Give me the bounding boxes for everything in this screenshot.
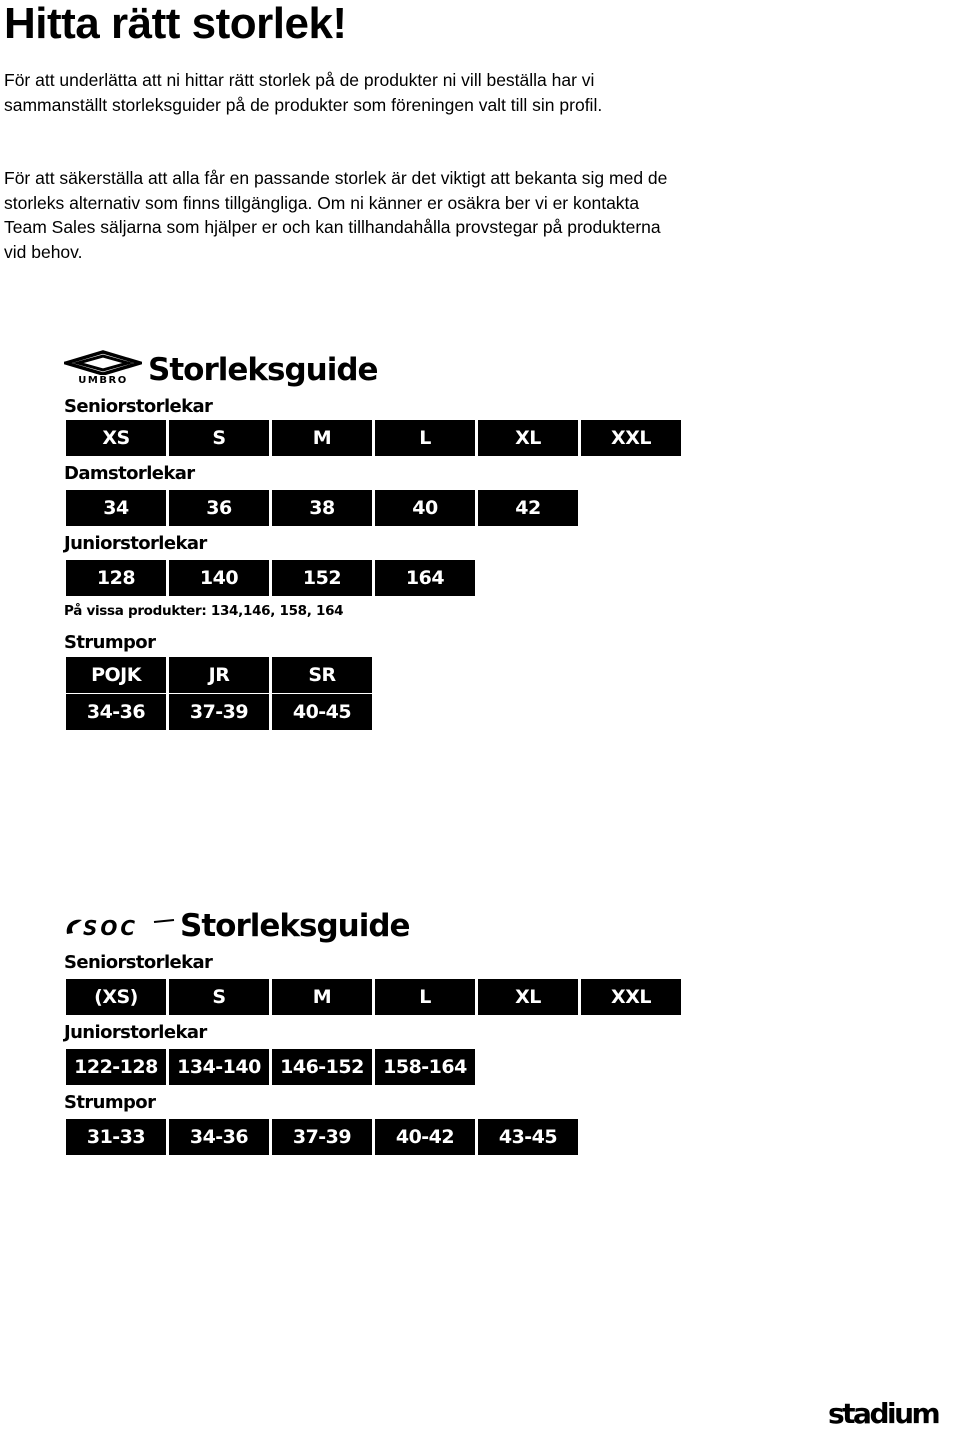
size-cell: 31-33 (66, 1119, 166, 1155)
size-cell: 128 (66, 560, 166, 596)
size-cell: 43-45 (478, 1119, 578, 1155)
soc-guide-header (64, 906, 694, 952)
size-cell: 122-128 (66, 1049, 166, 1085)
size-cell: S (169, 979, 269, 1015)
umbro-socks-header-row (66, 657, 694, 693)
size-cell: XXL (581, 420, 681, 456)
size-cell: 146-152 (272, 1049, 372, 1085)
size-cell: 34-36 (66, 694, 166, 730)
umbro-guide-title: Storleksguide (148, 352, 378, 388)
umbro-senior-row (66, 420, 694, 456)
umbro-guide-header (64, 350, 694, 396)
size-cell: (XS) (66, 979, 166, 1015)
size-cell: 34-36 (169, 1119, 269, 1155)
umbro-socks-size-row (66, 694, 694, 730)
size-cell: M (272, 420, 372, 456)
size-cell: 37-39 (169, 694, 269, 730)
soc-junior-row (66, 1049, 694, 1085)
size-cell: XS (66, 420, 166, 456)
umbro-logo-icon (64, 350, 142, 384)
size-cell: 34 (66, 490, 166, 526)
socks-header-cell: POJK (66, 657, 166, 693)
soc-guide-title: Storleksguide (180, 908, 410, 944)
size-cell: XXL (581, 979, 681, 1015)
socks-header-cell: SR (272, 657, 372, 693)
umbro-junior-label: Juniorstorlekar (64, 533, 207, 554)
size-cell: 37-39 (272, 1119, 372, 1155)
soc-senior-label: Seniorstorlekar (64, 952, 213, 973)
svg-text:SOC: SOC (83, 916, 139, 940)
umbro-socks-label: Strumpor (64, 632, 156, 653)
size-cell: 40-45 (272, 694, 372, 730)
soc-socks-row (66, 1119, 694, 1155)
intro-paragraph-2: För att säkerställa att alla får en passande storlek är det viktigt att bekanta sig med de storleks alternativ som finns tillgängliga. Om ni känner er osäkra ber vi er kontakta Team Sales säljarna som hjälper er och kan tillhandahålla provstegar på produkterna vid behov. (4, 168, 668, 262)
size-cell: S (169, 420, 269, 456)
soc-junior-label: Juniorstorlekar (64, 1022, 207, 1043)
soc-socks-label: Strumpor (64, 1092, 156, 1113)
size-cell: L (375, 420, 475, 456)
umbro-senior-label: Seniorstorlekar (64, 396, 213, 417)
soc-size-guide (64, 906, 694, 1155)
size-cell: 140 (169, 560, 269, 596)
stadium-logo-icon (826, 1396, 960, 1428)
umbro-size-guide (64, 350, 694, 730)
size-cell: 40 (375, 490, 475, 526)
svg-text:stadium: stadium (828, 1397, 939, 1428)
size-cell: XL (478, 420, 578, 456)
socks-header-cell: JR (169, 657, 269, 693)
umbro-junior-note: På vissa produkter: 134,146, 158, 164 (64, 603, 344, 619)
soc-senior-row (66, 979, 694, 1015)
size-cell: 36 (169, 490, 269, 526)
size-cell: 134-140 (169, 1049, 269, 1085)
intro-paragraph-1: För att underlätta att ni hittar rätt storlek på de produkter ni vill beställa har vi sammanställt storleksguider på de produkter som föreningen valt till sin profil. (4, 70, 603, 115)
svg-text:UMBRO: UMBRO (78, 375, 128, 384)
size-cell: 40-42 (375, 1119, 475, 1155)
umbro-dam-label: Damstorlekar (64, 463, 195, 484)
size-cell: 38 (272, 490, 372, 526)
size-cell: 152 (272, 560, 372, 596)
size-cell: L (375, 979, 475, 1015)
size-cell: 164 (375, 560, 475, 596)
umbro-dam-row (66, 490, 694, 526)
page-title: Hitta rätt storlek! (4, 0, 347, 48)
size-cell: 158-164 (375, 1049, 475, 1085)
umbro-junior-row (66, 560, 694, 596)
size-cell: XL (478, 979, 578, 1015)
size-cell: M (272, 979, 372, 1015)
size-cell: 42 (478, 490, 578, 526)
soc-logo-icon (64, 906, 176, 940)
